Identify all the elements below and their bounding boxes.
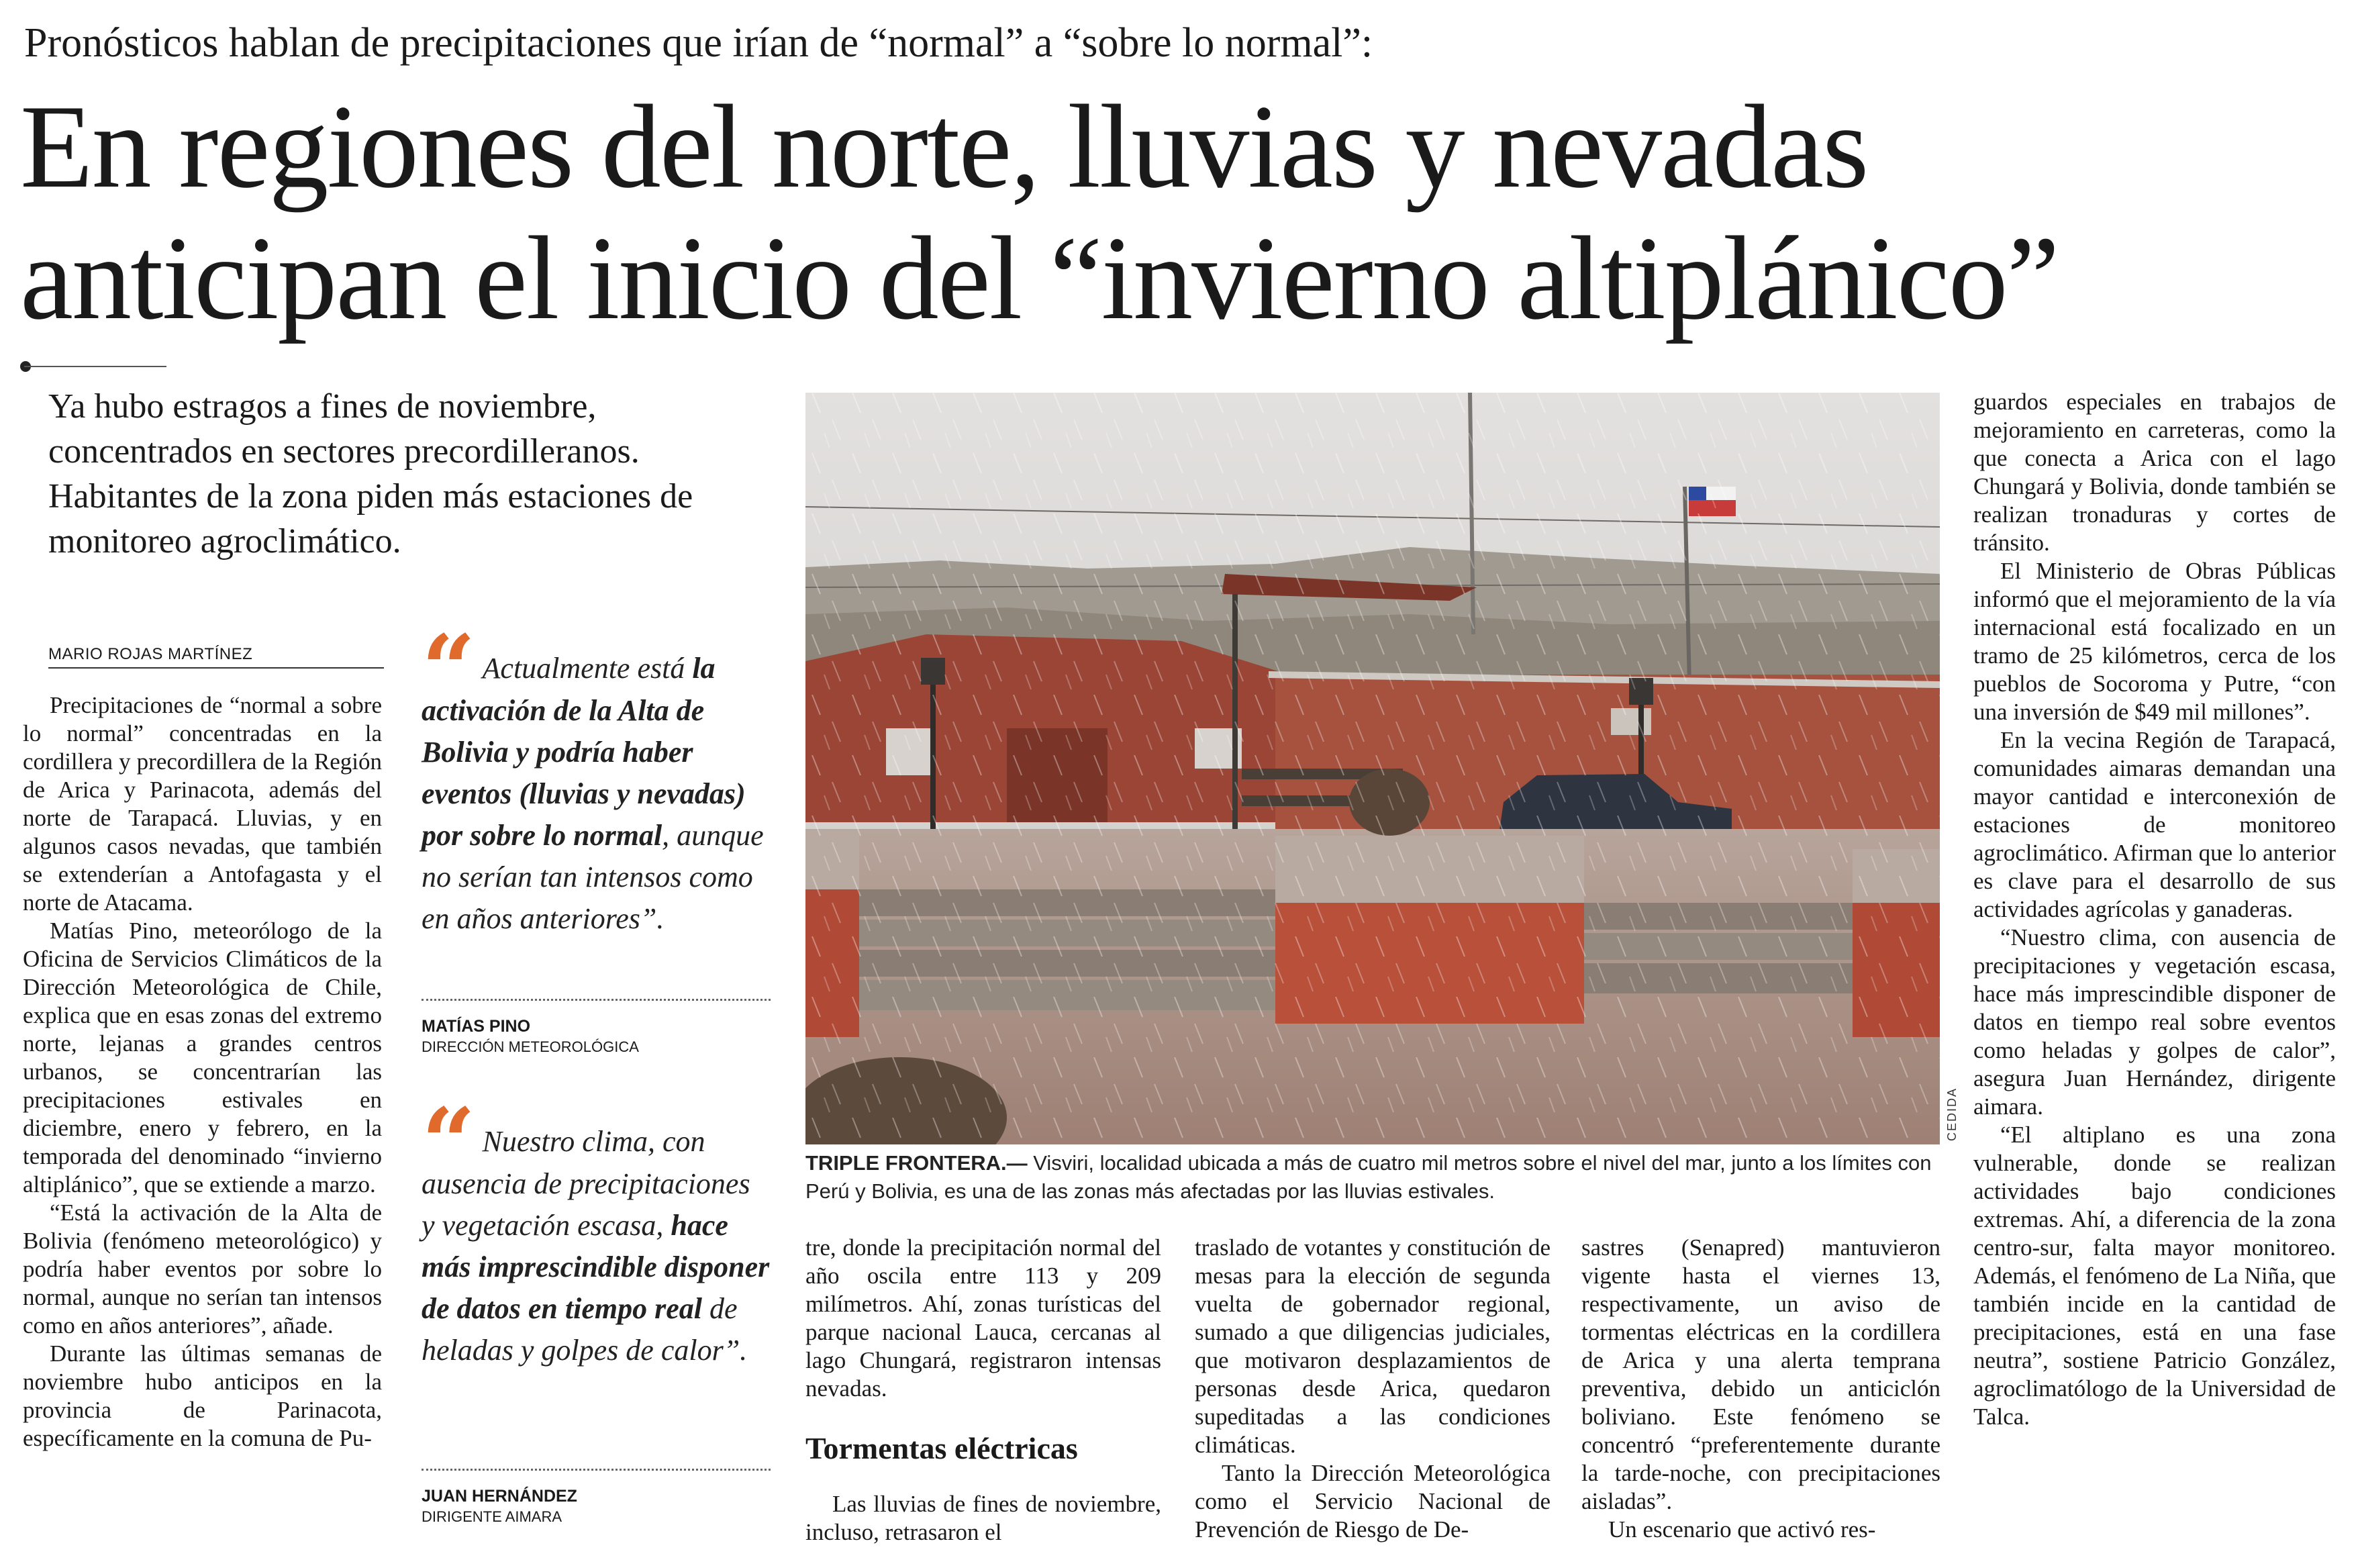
photo-caption-lead: TRIPLE FRONTERA.— xyxy=(805,1151,1028,1175)
column-6-paragraph: “El altiplano es una zona vulnerable, donde se realizan actividades bajo condiciones extremas. Ahí, a diferencia de la zona centro-sur, falta mayor monitoreo. Además, el fenómeno de La Niña, que también incide en la cantidad de precipitaciones, está en una fase neutra”, sostiene Patricio González, agroclimatólogo de la Universidad de Talca. xyxy=(1973,1122,2336,1430)
column-3 xyxy=(805,1234,1161,1547)
column-6-paragraph: guardos especiales en trabajos de mejoramiento en carreteras, como la que conecta a Arica con el lago Chungará y Bolivia, donde también se realizan tronaduras y cortes de tránsito. xyxy=(1973,389,2336,556)
headline-line-1: En regiones del norte, lluvias y nevadas xyxy=(20,80,1868,213)
photo-visviri xyxy=(805,393,1940,1144)
pull-quote-1-text-end: , aunque no serían tan intensos como en años anteriores”. xyxy=(422,819,764,935)
pull-quote-1-text: Actualmente está xyxy=(482,652,693,685)
pull-quote-1 xyxy=(422,615,771,940)
pull-quote-1-rule xyxy=(422,999,771,1001)
quote-mark-icon: “ xyxy=(422,1088,476,1198)
photo-caption-text: Visviri, localidad ubicada a más de cuatro mil metros sobre el nivel del mar, junto a los límites con Perú y Bolivia, es una de las zonas más afectadas por las lluvias estivales. xyxy=(805,1151,1932,1203)
column-4 xyxy=(1195,1234,1551,1544)
column-6-paragraph: “Nuestro clima, con ausencia de precipitaciones y vegetación escasa, hace más imprescindible disponer de datos en tiempo real sobre eventos como heladas y golpes de calor”, asegura Juan Hernández, dirigente aimara. xyxy=(1973,924,2336,1120)
headline-line-2: anticipan el inicio del “invierno altiplánico” xyxy=(20,211,2059,344)
pull-quote-2-rule xyxy=(422,1469,771,1471)
byline: MARIO ROJAS MARTÍNEZ xyxy=(48,644,384,669)
pull-quote-1-bold: la activación de la Alta de Bolivia y podría haber eventos (lluvias y nevadas) por sobre lo normal xyxy=(422,652,746,852)
photo-credit: CEDIDA xyxy=(1945,1087,1959,1141)
column-5-paragraph: sastres (Senapred) mantuvieron vigente hasta el viernes 13, respectivamente, un aviso de tormentas eléctricas en la cordillera de Arica y una alerta temprana preventiva, debido un anticiclón boliviano. Este fenómeno se concentró “preferentemente durante la tarde-noche, con precipitaciones aisladas”. xyxy=(1581,1234,1940,1514)
column-3-paragraph: Las lluvias de fines de noviembre, incluso, retrasaron el xyxy=(805,1491,1161,1545)
column-1-paragraph: “Está la activación de la Alta de Bolivia (fenómeno meteorológico) y podría haber eventos por sobre lo normal, aunque no serían tan intensos como en años anteriores”, añade. xyxy=(23,1199,382,1338)
kicker: Pronósticos hablan de precipitaciones que irían de “normal” a “sobre lo normal”: xyxy=(24,20,1373,66)
deck-rule xyxy=(24,366,166,367)
column-4-paragraph: Tanto la Dirección Meteorológica como el Servicio Nacional de Prevención de Riesgo de De- xyxy=(1195,1460,1551,1542)
subhead-tormentas: Tormentas eléctricas xyxy=(805,1431,1078,1465)
quote-mark-icon: “ xyxy=(422,615,476,725)
pull-quote-2-text-end: de heladas y golpes de calor”. xyxy=(422,1292,748,1367)
column-4-paragraph: traslado de votantes y constitución de mesas para la elección de segunda vuelta de gobernador regional, sumado a que diligencias judiciales, que motivaron desplazamientos de personas desde Arica, quedaron supeditadas a las condiciones climáticas. xyxy=(1195,1234,1551,1458)
column-5-paragraph: Un escenario que activó res- xyxy=(1608,1516,1876,1542)
column-3-paragraph: tre, donde la precipitación normal del año oscila entre 113 y 209 milímetros. Ahí, zonas turísticas del parque nacional Lauca, cercanas al lago Chungará, registraron intensas nevadas. xyxy=(805,1234,1161,1402)
deck: Ya hubo estragos a fines de noviembre, concentrados en sectores precordilleranos. Habitantes de la zona piden más estaciones de monitoreo agroclimático. xyxy=(48,387,693,560)
column-1-paragraph: Durante las últimas semanas de noviembre hubo anticipos en la provincia de Parinacota, específicamente en la comuna de Pu- xyxy=(23,1340,382,1451)
pull-quote-1-name: MATÍAS PINO xyxy=(422,1017,531,1036)
photo-caption xyxy=(805,1149,1947,1206)
headline xyxy=(20,81,2343,344)
pull-quote-2-text: Nuestro clima, con ausencia de precipitaciones y vegetación escasa, xyxy=(422,1125,750,1242)
column-6 xyxy=(1973,388,2336,1431)
photo-illustration xyxy=(805,393,1940,1144)
pull-quote-2-bold: hace más imprescindible disponer de datos en tiempo real xyxy=(422,1209,770,1325)
column-1 xyxy=(23,691,382,1453)
column-6-paragraph: El Ministerio de Obras Públicas informó que el mejoramiento de la vía internacional está focalizado en un tramo de 25 kilómetros, cerca de los pueblos de Socoroma y Putre, “con una inversión de $49 mil millones”. xyxy=(1973,558,2336,725)
column-1-paragraph: Precipitaciones de “normal a sobre lo normal” concentradas en la cordillera y precordillera de la Región de Arica y Parinacota, además del norte de Tarapacá. Lluvias, y en algunos casos nevadas, que también se extenderían a Antofagasta y el norte de Atacama. xyxy=(23,692,382,916)
column-6-paragraph: En la vecina Región de Tarapacá, comunidades aimaras demandan una mayor cantidad e interconexión de estaciones de monitoreo agroclimático. Afirman que lo anterior es clave para el desarrollo de sus actividades agrícolas y ganaderas. xyxy=(1973,727,2336,922)
pull-quote-2 xyxy=(422,1088,771,1371)
pull-quote-1-role: DIRECCIÓN METEOROLÓGICA xyxy=(422,1038,639,1055)
pull-quote-2-role: DIRIGENTE AIMARA xyxy=(422,1508,562,1525)
column-5 xyxy=(1581,1234,1940,1544)
pull-quote-2-name: JUAN HERNÁNDEZ xyxy=(422,1487,577,1506)
column-1-paragraph: Matías Pino, meteorólogo de la Oficina de Servicios Climáticos de la Dirección Meteorológica de Chile, explica que en esas zonas del extremo norte, lejanas a grandes centros urbanos, se concentrarían las precipitaciones estivales en diciembre, enero y febrero, en la temporada del denominado “invierno altiplánico”, que se extiende a marzo. xyxy=(23,918,382,1197)
